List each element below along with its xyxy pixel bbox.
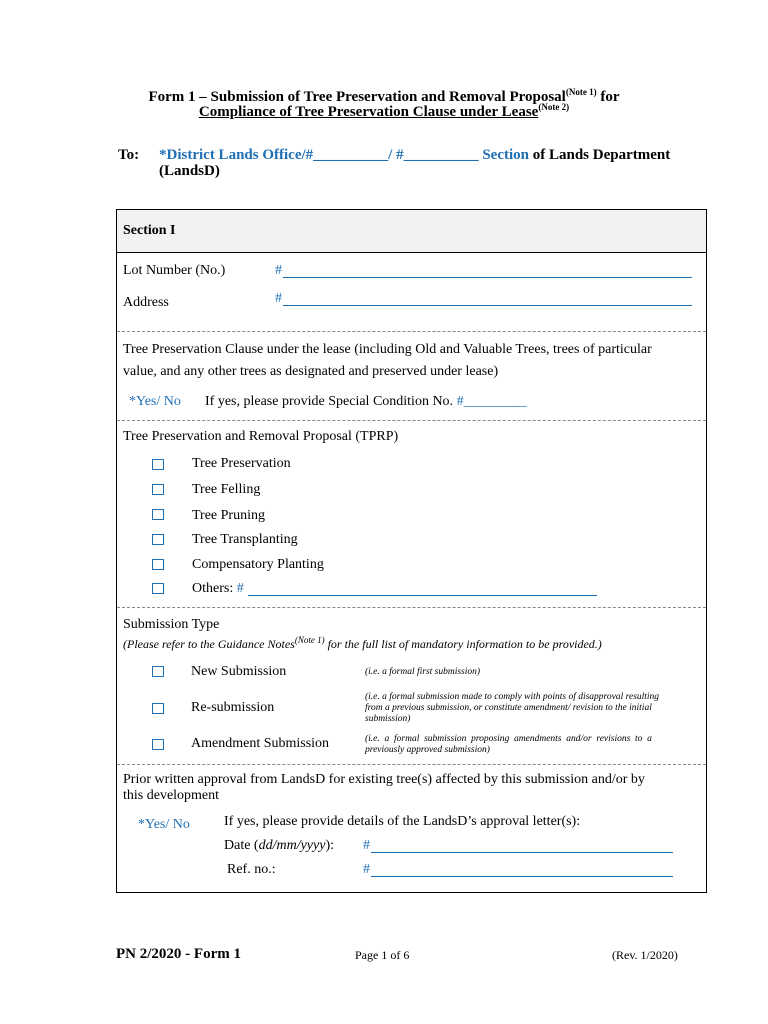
divider (117, 764, 706, 765)
submission-type-note (123, 637, 602, 652)
others-label (192, 581, 244, 597)
ref-no-input[interactable] (371, 876, 673, 877)
submission-type-heading: Submission Type (123, 617, 220, 632)
prior-approval-text-line1: Prior written approval from LandsD for existing tree(s) affected by this submission and/or by (123, 772, 645, 787)
tprp-heading: Tree Preservation and Removal Proposal (TPRP) (123, 429, 399, 444)
others-hash: # (236, 581, 244, 596)
to-recipient (159, 147, 670, 164)
submission-note-superscript: (Note 1) (294, 635, 325, 645)
amendment-submission-label: Amendment Submission (191, 736, 330, 751)
ref-no-label: Ref. no.: (227, 862, 276, 877)
prior-approval-if-yes: If yes, please provide details of the LandsD’s approval letter(s): (224, 814, 581, 829)
divider (117, 331, 706, 332)
footer-form-id: PN 2/2020 - Form 1 (116, 946, 241, 962)
to-office-field[interactable]: *District Lands Office/#__________/ #__________ Section (159, 147, 529, 163)
note-1-superscript: (Note 1) (565, 87, 597, 97)
resubmission-desc-2: from a previous submission, or constitute amendment/ revision to the initial (365, 703, 652, 713)
prior-approval-yes-no[interactable]: *Yes/ No (138, 817, 190, 832)
address-input[interactable] (283, 305, 692, 306)
ref-no-hash: # (363, 862, 370, 877)
footer-revision: (Rev. 1/2020) (612, 948, 678, 962)
new-submission-checkbox[interactable] (152, 666, 164, 677)
section-1-header (117, 210, 706, 253)
date-format: dd/mm/yyyy (258, 838, 326, 853)
section-1-box (116, 209, 707, 893)
to-department: of Lands Department (532, 147, 671, 163)
compensatory-planting-label: Compensatory Planting (192, 557, 324, 572)
form-subtitle-text: Compliance of Tree Preservation Clause under Lease (198, 104, 539, 120)
amendment-desc-1: (i.e. a formal submission proposing amendments and/or revisions to a (365, 734, 652, 744)
date-hash: # (363, 838, 370, 853)
prior-approval-text-line2: this development (123, 788, 220, 803)
tree-felling-label: Tree Felling (192, 482, 261, 497)
others-input[interactable] (248, 595, 597, 596)
resubmission-desc-3: submission) (365, 714, 411, 724)
to-label: To: (118, 147, 140, 163)
to-recipient-line2: (LandsD) (159, 163, 220, 179)
others-checkbox[interactable] (152, 583, 164, 594)
date-input[interactable] (371, 852, 673, 853)
new-submission-label: New Submission (191, 664, 287, 679)
clause-text-line2: value, and any other trees as designated and preserved under lease) (123, 364, 499, 379)
lot-number-hash: # (275, 263, 282, 278)
resubmission-label: Re-submission (191, 700, 275, 715)
lot-number-label: Lot Number (No.) (123, 263, 226, 278)
tree-transplanting-checkbox[interactable] (152, 534, 164, 545)
form-title-line2 (0, 104, 768, 121)
lot-number-input[interactable] (283, 277, 692, 278)
tree-pruning-label: Tree Pruning (192, 508, 265, 523)
tree-felling-checkbox[interactable] (152, 484, 164, 495)
date-label-pre: Date ( (224, 838, 259, 853)
section-1-heading: Section I (123, 223, 176, 238)
divider (117, 420, 706, 421)
tree-preservation-checkbox[interactable] (152, 459, 164, 470)
address-hash: # (275, 291, 282, 306)
submission-note-post: for the full list of mandatory information to be provided.) (324, 637, 602, 651)
note-2-superscript: (Note 2) (538, 102, 570, 112)
date-label (224, 838, 334, 854)
date-label-post: ): (325, 838, 335, 853)
form-title-for: for (600, 89, 620, 105)
clause-if-yes (205, 394, 527, 410)
special-condition-input[interactable]: #_________ (456, 394, 527, 409)
address-label: Address (123, 295, 169, 310)
tree-preservation-label: Tree Preservation (192, 456, 291, 471)
amendment-submission-checkbox[interactable] (152, 739, 164, 750)
clause-yes-no[interactable]: *Yes/ No (129, 394, 181, 409)
clause-text-line1: Tree Preservation Clause under the lease (including Old and Valuable Trees, trees of particular (123, 342, 652, 357)
tree-transplanting-label: Tree Transplanting (192, 532, 298, 547)
divider (117, 607, 706, 608)
compensatory-planting-checkbox[interactable] (152, 559, 164, 570)
amendment-desc-2: previously approved submission) (365, 745, 490, 755)
form-title-text: Form 1 – Submission of Tree Preservation and Removal Proposal (148, 89, 566, 105)
submission-note-pre: (Please refer to the Guidance Notes (123, 637, 295, 651)
resubmission-desc-1: (i.e. a formal submission made to comply with points of disapproval resulting (365, 692, 660, 702)
new-submission-desc: (i.e. a formal first submission) (365, 667, 481, 677)
others-label-text: Others: (192, 581, 234, 596)
clause-if-yes-text: If yes, please provide Special Condition No. (205, 394, 454, 409)
resubmission-checkbox[interactable] (152, 703, 164, 714)
footer-page-number: Page 1 of 6 (355, 948, 410, 962)
tree-pruning-checkbox[interactable] (152, 509, 164, 520)
